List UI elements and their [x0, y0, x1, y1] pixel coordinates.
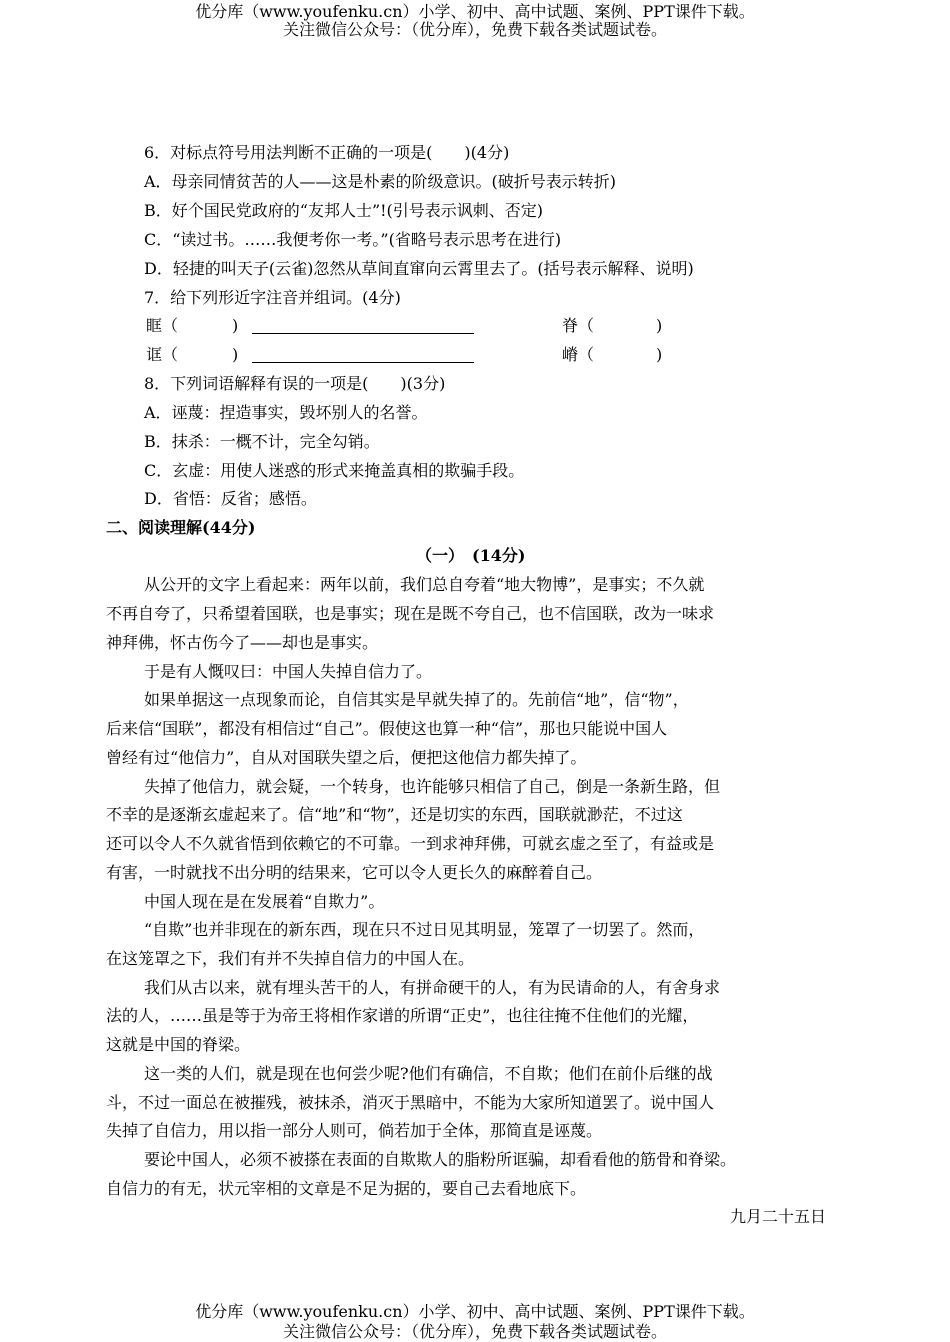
passage-line: 这就是中国的脊梁。	[106, 1035, 251, 1054]
passage-line: 于是有人慨叹曰：中国人失掉自信力了。	[144, 662, 433, 681]
passage-line: 失掉了自信力，用以指一部分人则可，倘若加于全体，那简直是诬蔑。	[106, 1121, 603, 1140]
section-title: 二、阅读理解(44分)	[106, 518, 256, 537]
passage-date: 九月二十五日	[730, 1207, 827, 1226]
passage-line: 这一类的人们，就是现在也何尝少呢?他们有确信，不自欺；他们在前仆后继的战	[144, 1064, 713, 1083]
q7-word-blank-2[interactable]	[252, 344, 474, 366]
q7-close-4: )	[656, 345, 663, 364]
passage-line: 有害，一时就找不出分明的结果来，它可以令人更长久的麻醉着自己。	[106, 863, 603, 882]
q7-close-2: )	[656, 316, 663, 335]
q7-word-blank-1[interactable]	[252, 315, 474, 337]
q8-option-c: C．玄虚：用使人迷惑的形式来掩盖真相的欺骗手段。	[144, 461, 525, 480]
q7-char-3: 诓（	[146, 345, 179, 364]
passage-line: 我们从古以来，就有埋头苦干的人，有拼命硬干的人，有为民请命的人，有舍身求	[144, 978, 721, 997]
q6-option-c: C．“读过书。……我便考你一考。”(省略号表示思考在进行)	[144, 230, 562, 249]
passage-line: 如果单据这一点现象而论，自信其实是早就失掉了的。先前信“地”，信“物”，	[144, 690, 689, 709]
q6-option-a: A．母亲同情贫苦的人——这是朴素的阶级意识。(破折号表示转折)	[144, 172, 617, 191]
q7-close-3: )	[232, 345, 239, 364]
q7-char-4: 嵴（	[562, 345, 595, 364]
passage-line: 曾经有过“他信力”，自从对国联失望之后，便把这他信力都失掉了。	[106, 748, 587, 767]
passage-line: 后来信“国联”，都没有相信过“自己”。假使这也算一种“信”，那也只能说中国人	[106, 719, 668, 738]
footer-line-1: 优分库（www.youfenku.cn）小学、初中、高中试题、案例、PPT课件下载。	[195, 1302, 755, 1321]
passage-line: 要论中国人，必须不被搽在表面的自欺欺人的脂粉所诓骗，却看看他的筋骨和脊梁。	[144, 1150, 737, 1169]
q8-stem: 8．下列词语解释有误的一项是( )(3分)	[144, 374, 446, 393]
q6-stem: 6．对标点符号用法判断不正确的一项是( )(4分)	[144, 143, 510, 162]
q7-stem: 7．给下列形近字注音并组词。(4分)	[144, 288, 401, 307]
passage-line: 从公开的文字上看起来：两年以前，我们总自夸着“地大物博”，是事实；不久就	[144, 575, 705, 594]
passage-line: 失掉了他信力，就会疑，一个转身，也许能够只相信了自己，倒是一条新生路，但	[144, 777, 721, 796]
header-line-1: 优分库（www.youfenku.cn）小学、初中、高中试题、案例、PPT课件下载。	[195, 2, 755, 21]
passage-line: 法的人，……虽是等于为帝王将相作家谱的所谓“正史”，也往往掩不住他们的光耀，	[106, 1006, 699, 1025]
q8-option-d: D．省悟：反省；感悟。	[144, 489, 317, 508]
q7-char-1: 眶（	[146, 316, 179, 335]
passage-line: 还可以令人不久就省悟到依赖它的不可靠。一到求神拜佛，可就玄虚之至了，有益或是	[106, 834, 715, 853]
section-subtitle: （一） (14分)	[416, 546, 526, 565]
q8-option-b: B．抹杀：一概不计，完全勾销。	[144, 432, 380, 451]
footer-line-2: 关注微信公众号：（优分库），免费下载各类试题试卷。	[282, 1322, 667, 1341]
passage-line: “自欺”也并非现在的新东西，现在只不过日见其明显，笼罩了一切罢了。然而，	[144, 920, 705, 939]
q6-option-b: B．好个国民党政府的“友邦人士”!(引号表示讽刺、否定)	[144, 201, 544, 220]
passage-line: 中国人现在是在发展着“自欺力”。	[144, 892, 385, 911]
q7-close-1: )	[232, 316, 239, 335]
passage-line: 在这笼罩之下，我们有并不失掉自信力的中国人在。	[106, 949, 475, 968]
passage-line: 斗，不过一面总在被摧残，被抹杀，消灭于黑暗中，不能为大家所知道罢了。说中国人	[106, 1093, 715, 1112]
header-line-2: 关注微信公众号：（优分库），免费下载各类试题试卷。	[282, 20, 667, 39]
passage-line: 不幸的是逐渐玄虚起来了。信“地”和“物”，还是切实的东西，国联就渺茫，不过这	[106, 805, 683, 824]
passage-line: 自信力的有无，状元宰相的文章是不足为据的，要自己去看地底下。	[106, 1179, 587, 1198]
passage-line: 神拜佛，怀古伤今了——却也是事实。	[106, 633, 379, 652]
q8-option-a: A．诬蔑：捏造事实，毁坏别人的名誉。	[144, 403, 428, 422]
passage-line: 不再自夸了，只希望着国联，也是事实；现在是既不夸自己，也不信国联，改为一味求	[106, 604, 715, 623]
q6-option-d: D．轻捷的叫天子(云雀)忽然从草间直窜向云霄里去了。(括号表示解释、说明)	[144, 259, 694, 278]
q7-char-2: 脊（	[562, 316, 595, 335]
